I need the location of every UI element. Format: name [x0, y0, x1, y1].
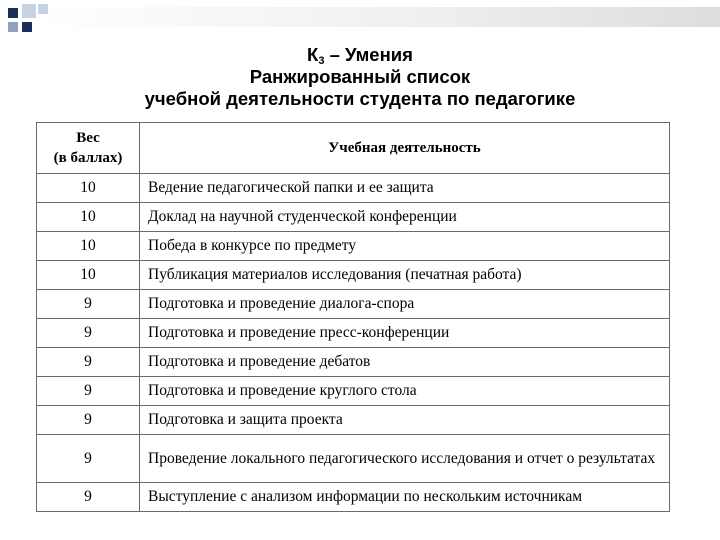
weight-cell: 10 [37, 261, 140, 290]
table-row [37, 261, 670, 290]
weight-cell: 9 [37, 406, 140, 435]
activity-cell: Подготовка и проведение круглого стола [140, 377, 670, 406]
weight-cell: 9 [37, 348, 140, 377]
activity-cell: Подготовка и проведение диалога-спора [140, 290, 670, 319]
table-row [37, 174, 670, 203]
table-row [37, 203, 670, 232]
title-line-3: учебной деятельности студента по педагогике [144, 88, 576, 109]
table-row [37, 435, 670, 483]
activity-cell: Подготовка и защита проекта [140, 406, 670, 435]
weight-cell: 10 [37, 232, 140, 261]
activity-cell: Ведение педагогической папки и ее защита [140, 174, 670, 203]
title-line-1: $К_3$ – Умения [307, 44, 413, 67]
weight-cell: 9 [37, 377, 140, 406]
activity-cell: Проведение локального педагогического исследования и отчет о результатах [140, 435, 670, 483]
activity-cell: Выступление с анализом информации по нескольким источникам [140, 483, 670, 512]
table-row [37, 483, 670, 512]
activity-cell: Подготовка и проведение дебатов [140, 348, 670, 377]
activity-cell: Публикация материалов исследования (печатная работа) [140, 261, 670, 290]
activity-column-header: Учебная деятельность [140, 123, 670, 174]
activity-cell: Победа в конкурсе по предмету [140, 232, 670, 261]
header-gradient-bar [36, 7, 720, 27]
weight-cell: 9 [37, 290, 140, 319]
ranked-activities-table [36, 122, 670, 512]
table-row [37, 290, 670, 319]
table-row [37, 377, 670, 406]
table-row [37, 319, 670, 348]
weight-cell: 9 [37, 319, 140, 348]
weight-column-header: Вес (в баллах) [37, 123, 140, 174]
weight-cell: 9 [37, 483, 140, 512]
page-title [0, 44, 720, 110]
activity-cell: Доклад на научной студенческой конференции [140, 203, 670, 232]
table-header-row [37, 123, 670, 174]
table-row [37, 232, 670, 261]
table-row [37, 348, 670, 377]
weight-cell: 9 [37, 435, 140, 483]
weight-cell: 10 [37, 174, 140, 203]
weight-cell: 10 [37, 203, 140, 232]
activity-cell: Подготовка и проведение пресс-конференции [140, 319, 670, 348]
title-line-2: Ранжированный список [249, 66, 471, 87]
table-row [37, 406, 670, 435]
